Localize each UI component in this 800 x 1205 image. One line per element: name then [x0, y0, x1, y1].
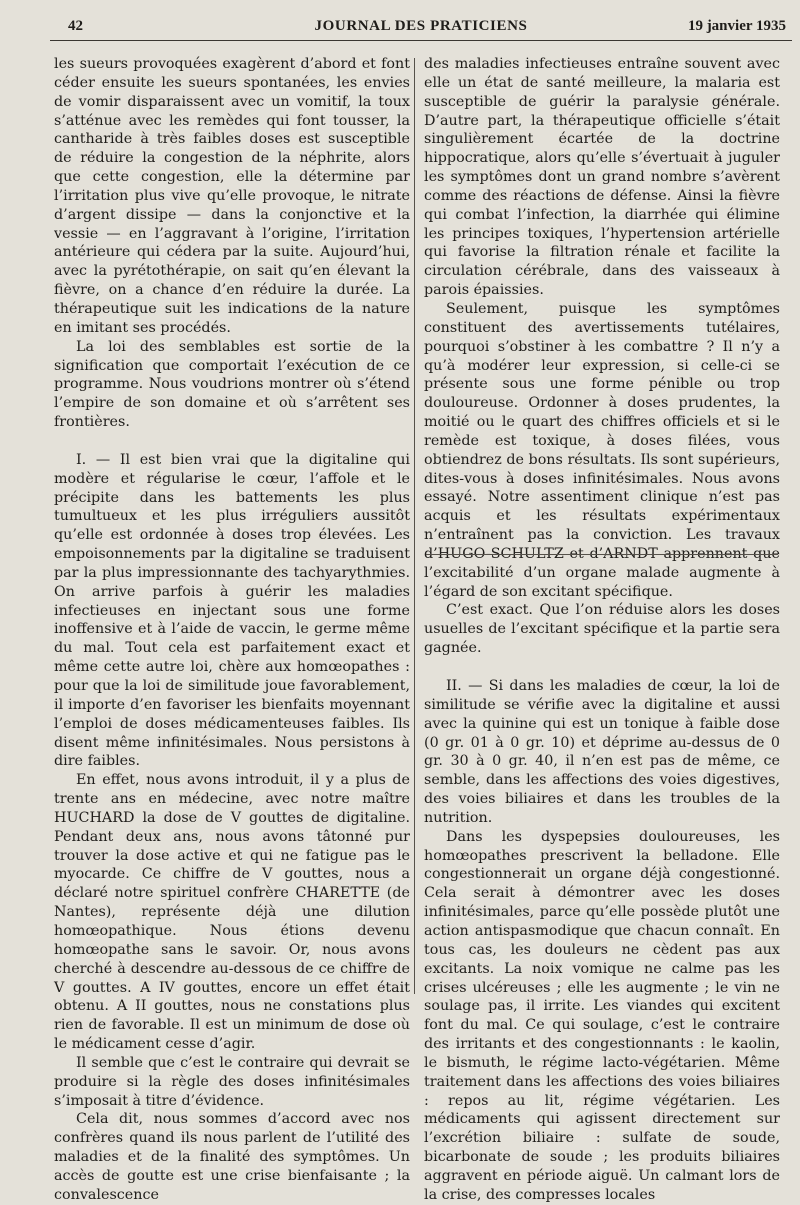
journal-title: JOURNAL DES PRATICIENS	[314, 18, 528, 34]
page-number: 42	[68, 18, 83, 34]
column-divider	[414, 58, 415, 994]
left-column	[54, 55, 410, 1205]
paragraph: Dans les dyspepsies douloureuses, les homœopathes prescrivent la belladone. Elle congestionnerait un organe déjà congestionné. Cela serait à démontrer avec les doses infinitésimales, parce qu’elle possède plutôt une action antispasmodique que chacun connaît. En tous cas, les douleurs ne cèdent pas aux excitants. La noix vomique ne calme pas les crises ulcéreuses ; elle les augmente ; le vin ne soulage pas, il irrite. Les viandes qui excitent font du mal. Ce qui soulage, c’est le contraire des irritants et des congestionnants : le kaolin, le bismuth, le régime lacto-végétarien. Même traitement dans les affections des voies biliaires : repos au lit, régime végétarien. Les médicaments qui agissent directement sur l’excrétion biliaire : sulfate de soude, bicarbonate de soude ; les produits biliaires aggravent en période aiguë. Un calmant lors de la crise, des compresses locales	[424, 828, 780, 1203]
paragraph: La loi des semblables est sortie de la signification que comportait l’exécution de ce programme. Nous voudrions montrer où s’étend l’empire de son domaine et où s’arrêtent ses frontières.	[54, 338, 410, 431]
paragraph: des maladies infectieuses entraîne souvent avec elle un état de santé meilleure, la malaria est susceptible de guérir la paralysie générale. D’autre part, la thérapeutique officielle s’était singulièrement écartée de la doctrine hippocratique, alors qu’elle s’évertuait à juguler les symptômes dont un grand nombre s’avèrent comme des réactions de défense. Ainsi la fièvre qui combat l’infection, la diarrhée qui élimine les principes toxiques, l’hypertension artérielle qui favorise la filtration rénale et facilite la circulation cérébrale, dans des vaisseaux à parois épaissies.	[424, 56, 780, 299]
paragraph: C’est exact. Que l’on réduise alors les doses usuelles de l’excitant spécifique et la partie sera gagnée.	[424, 602, 780, 657]
section-separator	[426, 554, 778, 555]
section-one-paragraph: I. — Il est bien vrai que la digitaline qui modère et régularise le cœur, l’affole et le précipite dans les battements les plus tumultueux et les plus irréguliers aussitôt qu’elle est ordonnée à doses trop élevées. Les empoisonnements par la digitaline se traduisent par la plus impressionnante des tachyarythmies. On arrive parfois à guérir les maladies infectieuses en injectant sous une forme inoffensive et à l’aide de vaccin, le germe même du mal. Tout cela est parfaitement exact et même cette autre loi, chère aux homœopathes : pour que la loi de similitude joue favorablement, il importe d’en favoriser les bienfaits moyennant l’emploi de doses médicamenteuses faibles. Ils disent même infinitésimales. Nous persistons à dire faibles.	[54, 451, 410, 770]
paragraph: En effet, nous avons introduit, il y a plus de trente ans en médecine, avec notre maître HUCHARD la dose de V gouttes de digitaline. Pendant deux ans, nous avons tâtonné pur trouver la dose active et qui ne fatigue pas le myocarde. Ce chiffre de V gouttes, nous a déclaré notre spirituel confrère CHARETTE (de Nantes), représente déjà une dilution homœopathique. Nous étions devenu homœopathe sans le savoir. Or, nous avons cherché à descendre au-dessous de ce chiffre de V gouttes. A IV gouttes, encore un effet était obtenu. A II gouttes, nous ne constations plus rien de favorable. Il est un minimum de dose où le médicament cesse d’agir.	[54, 772, 410, 1053]
paragraph: Cela dit, nous sommes d’accord avec nos confrères quand ils nous parlent de l’utilité des maladies et de la finalité des symptômes. Un accès de goutte est une crise bienfaisante ; la convalescence	[54, 1111, 410, 1203]
paragraph: Il semble que c’est le contraire qui devrait se produire si la règle des doses infinitésimales s’imposait à titre d’évidence.	[54, 1054, 410, 1109]
page-header	[50, 14, 792, 41]
section-two-paragraph: II. — Si dans les maladies de cœur, la loi de similitude se vérifie avec la digitaline et aussi avec la quinine qui est un tonique à faible dose (0 gr. 01 à 0 gr. 10) et déprime au-dessus de 0 gr. 30 à 0 gr. 40, il n’en est pas de même, ce semble, dans les affections des voies digestives, des voies biliaires et dans les troubles de la nutrition.	[424, 678, 780, 826]
paragraph: les sueurs provoquées exagèrent d’abord et font céder ensuite les sueurs spontanées, les envies de vomir disparaissent avec un vomitif, la toux s’atténue avec les remèdes qui font tousser, la cantharide à très faibles doses est susceptible de réduire la congestion de la néphrite, alors que cette congestion, elle la détermine par l’irritation plus vive qu’elle provoque, le nitrate d’argent dissipe — dans la conjonctive et la vessie — en l’aggravant à l’origine, l’irritation antérieure qui cédera par la suite. Aujourd’hui, avec la pyrétothérapie, on sait qu’en élevant la fièvre, on a chance d’en réduire la durée. La thérapeutique suit les indications de la nature en imitant ses procédés.	[54, 56, 410, 336]
paragraph: Seulement, puisque les symptômes constituent des avertissements tutélaires, pourquoi s’obstiner à les combattre ? Il n’y a qu’à modérer leur expression, si celle-ci se présente sous une forme pénible ou trop douloureuse. Ordonner à doses prudentes, la moitié ou le quart des chiffres officiels et si le remède est toxique, à doses filées, vous obtiendrez de bons résultats. Ils sont supérieurs, dites-vous à doses infinitésimales. Nous avons essayé. Notre assentiment clinique n’est pas acquis et les résultats expérimentaux n’entraînent pas la conviction. Les travaux d’HUGO-SCHULTZ et d’ARNDT apprennent que l’excitabilité d’un organe malade augmente à l’égard de son excitant spécifique.	[424, 300, 780, 600]
issue-date: 19 janvier 1935	[687, 18, 786, 34]
right-column	[424, 55, 780, 1205]
